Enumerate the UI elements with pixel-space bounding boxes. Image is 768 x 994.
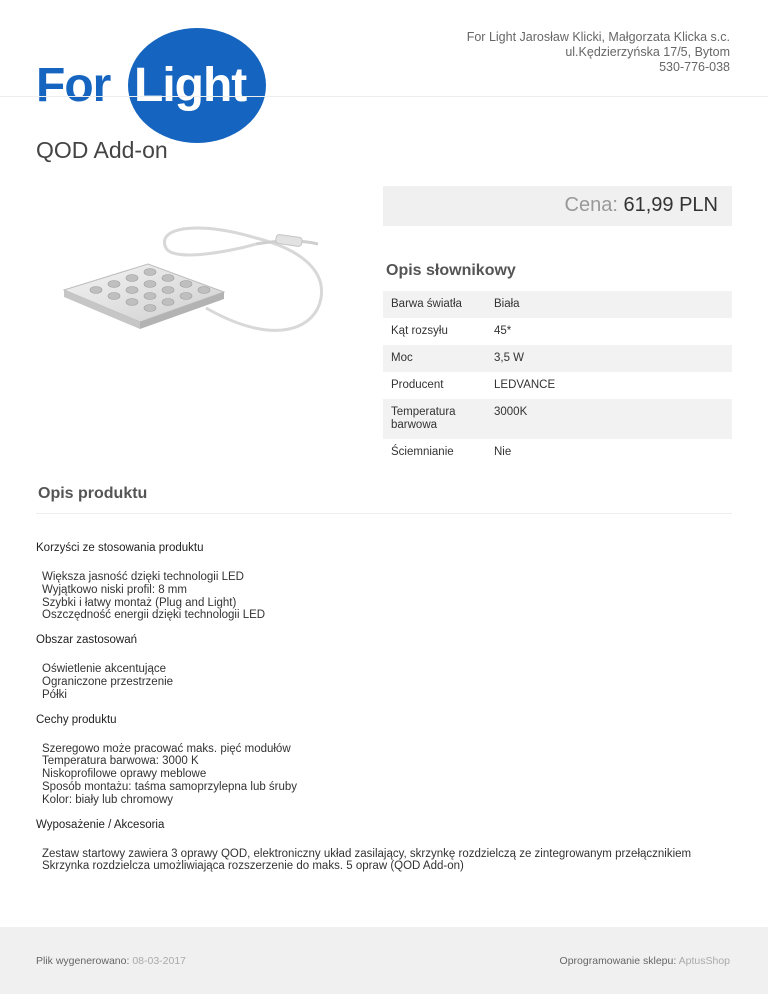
spec-row	[383, 439, 732, 466]
list-item: Kolor: biały lub chromowy	[42, 793, 174, 806]
section-items	[36, 743, 736, 807]
spec-value: Biała	[486, 291, 732, 318]
description-divider	[36, 513, 732, 514]
spec-value: 3,5 W	[486, 345, 732, 372]
description-title: Opis produktu	[38, 485, 148, 502]
price-box	[383, 186, 732, 226]
spec-key: Temperatura barwowa	[383, 399, 486, 439]
list-item: Oszczędność energii dzięki technologii LED	[42, 609, 266, 622]
spec-row	[383, 399, 732, 439]
price-label: Cena:	[564, 194, 618, 216]
header-divider	[0, 96, 768, 97]
spec-value: 45*	[494, 325, 512, 337]
list-item: Szybki i łatwy montaż (Plug and Light)	[42, 596, 237, 609]
software-link[interactable]: AptusShop	[678, 955, 730, 967]
product-image	[56, 208, 336, 368]
company-info	[467, 30, 730, 75]
list-item: Oświetlenie akcentujące	[42, 663, 167, 676]
section-items	[36, 848, 736, 874]
spec-value: 3000K	[486, 399, 732, 439]
spec-key: Barwa światła	[383, 291, 486, 318]
spec-value: LEDVANCE	[494, 379, 556, 391]
spec-key: Kąt rozsyłu	[391, 325, 448, 337]
list-item: Wyjątkowo niski profil: 8 mm	[42, 583, 187, 596]
generated-date: 08-03-2017	[132, 955, 187, 967]
spec-row	[383, 372, 732, 399]
section-heading: Wyposażenie / Akcesoria	[36, 818, 165, 831]
generated-label: Plik wygenerowano:	[36, 955, 130, 967]
logo-text-light: Light	[134, 59, 247, 112]
list-item: Większa jasność dzięki technologii LED	[42, 571, 244, 583]
software-label: Oprogramowanie sklepu:	[559, 955, 677, 967]
list-item: Sposób montażu: taśma samoprzylepna lub śruby	[42, 780, 298, 793]
spec-row	[383, 291, 732, 318]
section-heading: Obszar zastosowań	[36, 634, 137, 647]
company-name: For Light Jarosław Klicki, Małgorzata Klicka s.c.	[466, 30, 730, 44]
spec-row	[383, 318, 732, 345]
section-heading: Cechy produktu	[36, 713, 117, 726]
list-item: Niskoprofilowe oprawy meblowe	[42, 768, 207, 781]
logo-text-for: For	[36, 59, 111, 112]
section-items	[36, 663, 736, 701]
list-item: Zestaw startowy zawiera 3 oprawy QOD, elektroniczny układ zasilający, skrzynkę rozdzielczą ze zintegrowanym przełącznikiem	[42, 847, 692, 860]
spec-value: Nie	[494, 446, 512, 458]
company-phone: 530-776-038	[659, 60, 730, 74]
footer-generated	[36, 955, 186, 967]
list-item: Półki	[42, 688, 67, 701]
list-item: Skrzynka rozdzielcza umożliwiająca rozszerzenie do maks. 5 opraw (QOD Add-on)	[42, 860, 464, 873]
company-address: ul.Kędzierzyńska 17/5, Bytom	[565, 45, 730, 59]
spec-row	[383, 345, 732, 372]
list-item: Szeregowo może pracować maks. pięć modułów	[42, 742, 291, 755]
spec-key: Producent	[391, 379, 444, 391]
footer	[0, 927, 768, 994]
spec-key: Ściemnianie	[391, 446, 454, 458]
description-body	[36, 542, 736, 885]
spec-key: Moc	[383, 345, 486, 372]
footer-software	[560, 955, 730, 967]
brand-logo[interactable]	[36, 28, 247, 143]
list-item: Ograniczone przestrzenie	[42, 675, 174, 688]
price-value: 61,99 PLN	[623, 194, 718, 216]
section-items	[36, 571, 736, 622]
dictionary-title: Opis słownikowy	[386, 262, 516, 279]
spec-table	[383, 291, 732, 466]
list-item: Temperatura barwowa: 3000 K	[42, 755, 199, 768]
led-module-illustration	[56, 208, 336, 368]
section-heading: Korzyści ze stosowania produktu	[36, 542, 204, 554]
product-title: QOD Add-on	[36, 137, 168, 163]
